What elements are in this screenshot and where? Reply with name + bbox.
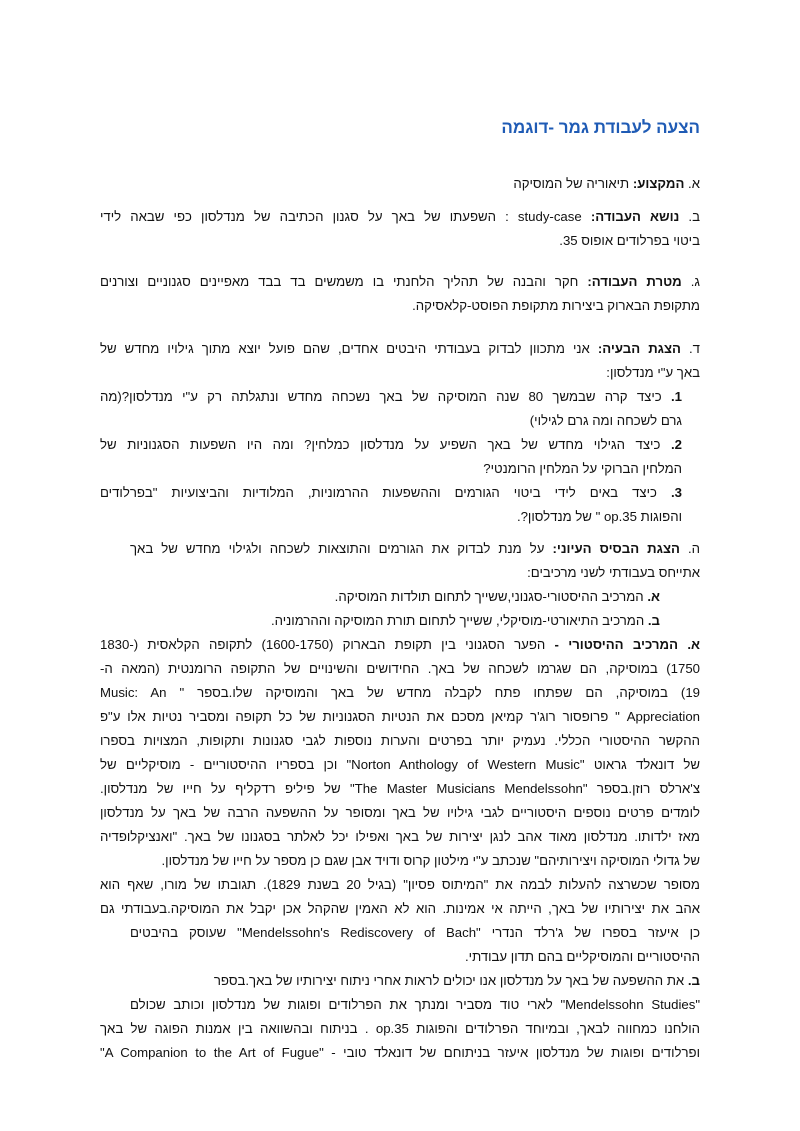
page-title: הצעה לעבודת גמר -דוגמה [501, 118, 700, 137]
historical-para-line: Appreciation " פרופסור רוג'ר קמיאן מסכם את הנטיות הסגנוניות של כל תקופה ומסביר נטיות אלו ע"פ [100, 709, 700, 724]
historical-para-line: צ'ארלס רוזן.בספר "The Master Musicians Mendelssohn" של פיליפ רדקליף על חייו של מנדלסון. [100, 781, 701, 796]
section-b-cont: ביטוי בפרלודים אופוס 35. [559, 233, 700, 248]
historical-para-line: מסופר שכשרצה להעלות לבמה את "המיתוס פסיון" (בגיל 20 בשנת 1829). תגובתו של מורו, שאף הוא [100, 877, 700, 892]
historical-para-line: אהב את יצירותיו של באך, הייתה אי אמינות. הוא לא האמין שהקהל אכן יקבל את המוסיקה.בעבודתי גם [100, 901, 700, 916]
historical-para-line: 1750) במוסיקה, הם שגרמו לשכחה של באך. החידושים והשינויים של התקופה הרומנטית (המאה ה- [100, 661, 700, 676]
theoretical-para-line: ופרלודים ופוגות של מנדלסון איעזר בניתוחם של דונאלד טובי - "A Companion to the Art of Fugue" [100, 1045, 700, 1060]
question-3-cont: והפוגות op.35 " של מנדלסון?. [516, 509, 682, 524]
section-label: נושא העבודה: [590, 209, 680, 224]
section-c-cont: מתקופת הבארוק ביצירות מתקופת הפוסט-קלאסיקה. [412, 298, 700, 313]
historical-para-line: של גדולי המוסיקה ויצירותיהם" שנכתב ע"י מילטון קרוס ודויד אבן שגם כן מספר על חייו של מנדלסון. [161, 853, 700, 868]
section-e-cont: אתייחס בעבודתי לשני מרכיבים: [527, 565, 700, 580]
question-1: 1. כיצד קרה שבמשך 80 שנה המוסיקה של באך נשכחה מחדש ונתגלתה רק ע"י מנדלסון?(מה [100, 389, 682, 404]
section-b: ב. נושא העבודה: study-case : השפעתו של באך על סגנון הכתיבה של מנדלסון כפי שבאה לידי [100, 209, 700, 224]
question-3: 3. כיצד באים לידי ביטוי הגורמים וההשפעות ההרמוניות, המלודיות והביצועיות "בפרלודים [100, 485, 682, 500]
section-c: ג. מטרת העבודה: חקר והבנה של תהליך הלחנתי בו משמשים בד בבד מאפיינים סגנוניים וצורנים [100, 274, 700, 289]
section-d: ד. הצגת הבעיה: אני מתכוון לבדוק בעבודתי היבטים אחדים, שהם פועל יוצא מתוך גילויו מחדש של [100, 341, 700, 356]
theoretical-para-line: "Mendelssohn Studies" לארי טוד מסביר ומנתך את הפרלודים ופוגות של מנדלסון וכותב שכולם [130, 997, 701, 1012]
section-label: המקצוע: [632, 176, 685, 191]
historical-para-line: כן איעזר בספרו של ג'רלד הנדרי "Mendelssohn's Rediscovery of Bach" שעוסק בהיבטים [130, 925, 700, 940]
question-2: 2. כיצד הגילוי מחדש של באך השפיע על מנדלסון כמלחין? ומה היו השפעות הסגנוניות של [100, 437, 682, 452]
historical-para-line: לומדים פרטים נוספים היסטוריים לגבי גילויו של באך ומסופר על ההשפעה הרבה של באך על מנדלסון [100, 805, 700, 820]
section-label: הצגת הבעיה: [597, 341, 681, 356]
historical-para-line: ההקשר ההיסטורי הכללי. נעמיק יותר בפרטים והערות נוספות לגבי סגנונות ותקופות, המצויות בספרו [100, 733, 700, 748]
section-label: הצגת הבסיס העיוני: [552, 541, 680, 556]
theoretical-para-line: ב. את ההשפעה של באך על מנדלסון אנו יכולים לראות אחרי ניתוח יצירותיו של באך.בספר [213, 973, 700, 988]
historical-para-line: 19) במוסיקה, הם שפתחו פתח לקבלה מחדש של באך והמוסיקה שלו.בספר " Music: An [100, 685, 700, 700]
historical-para-line: של דונאלד גראוט "Norton Anthology of Western Music" וכן בספריו ההיסטוריים - מוסיקליים של [100, 757, 701, 772]
section-label: מטרת העבודה: [587, 274, 682, 289]
theoretical-para-line: הולחנו כמחווה לבאך, ובמיוחד הפרלודים והפוגות op.35 . בניתוח ובהשוואה בין אמנות הפוגה של באך [100, 1021, 700, 1036]
section-e: ה. הצגת הבסיס העיוני: על מנת לבדוק את הגורמים והתוצאות לשכחה ולגילוי מחדש של באך [130, 541, 700, 556]
question-1-cont: גרם לשכחה ומה גרם לגילוי) [529, 413, 682, 428]
question-2-cont: המלחין הברוקי על המלחין הרומנטי? [483, 461, 682, 476]
historical-para-line: מאז ילדותו. מנדלסון מאוד אהב לנגן יצירות של באך ואפילו יכל לאלתר בסגנונו של באך. "ואנציקלופדיה [100, 829, 700, 844]
historical-para-line: א. המרכיב ההיסטורי - הפער הסגנוני בין תקופת הבארוק (1600-1750) לתקופה הקלאסית (-1830 [100, 637, 700, 652]
section-d-cont: באך ע"י מנדלסון: [606, 365, 700, 380]
section-a: א. המקצוע: תיאוריה של המוסיקה [513, 176, 700, 191]
historical-para-line: ההיסטוריים והמוסיקליים בהם תדון עבודתי. [465, 949, 700, 964]
component-a: א. המרכיב ההיסטורי-סגנוני,ששייך לתחום תולדות המוסיקה. [334, 589, 660, 604]
component-b: ב. המרכיב התיאורטי-מוסיקלי, ששייך לתחום תורת המוסיקה וההרמוניה. [270, 613, 660, 628]
